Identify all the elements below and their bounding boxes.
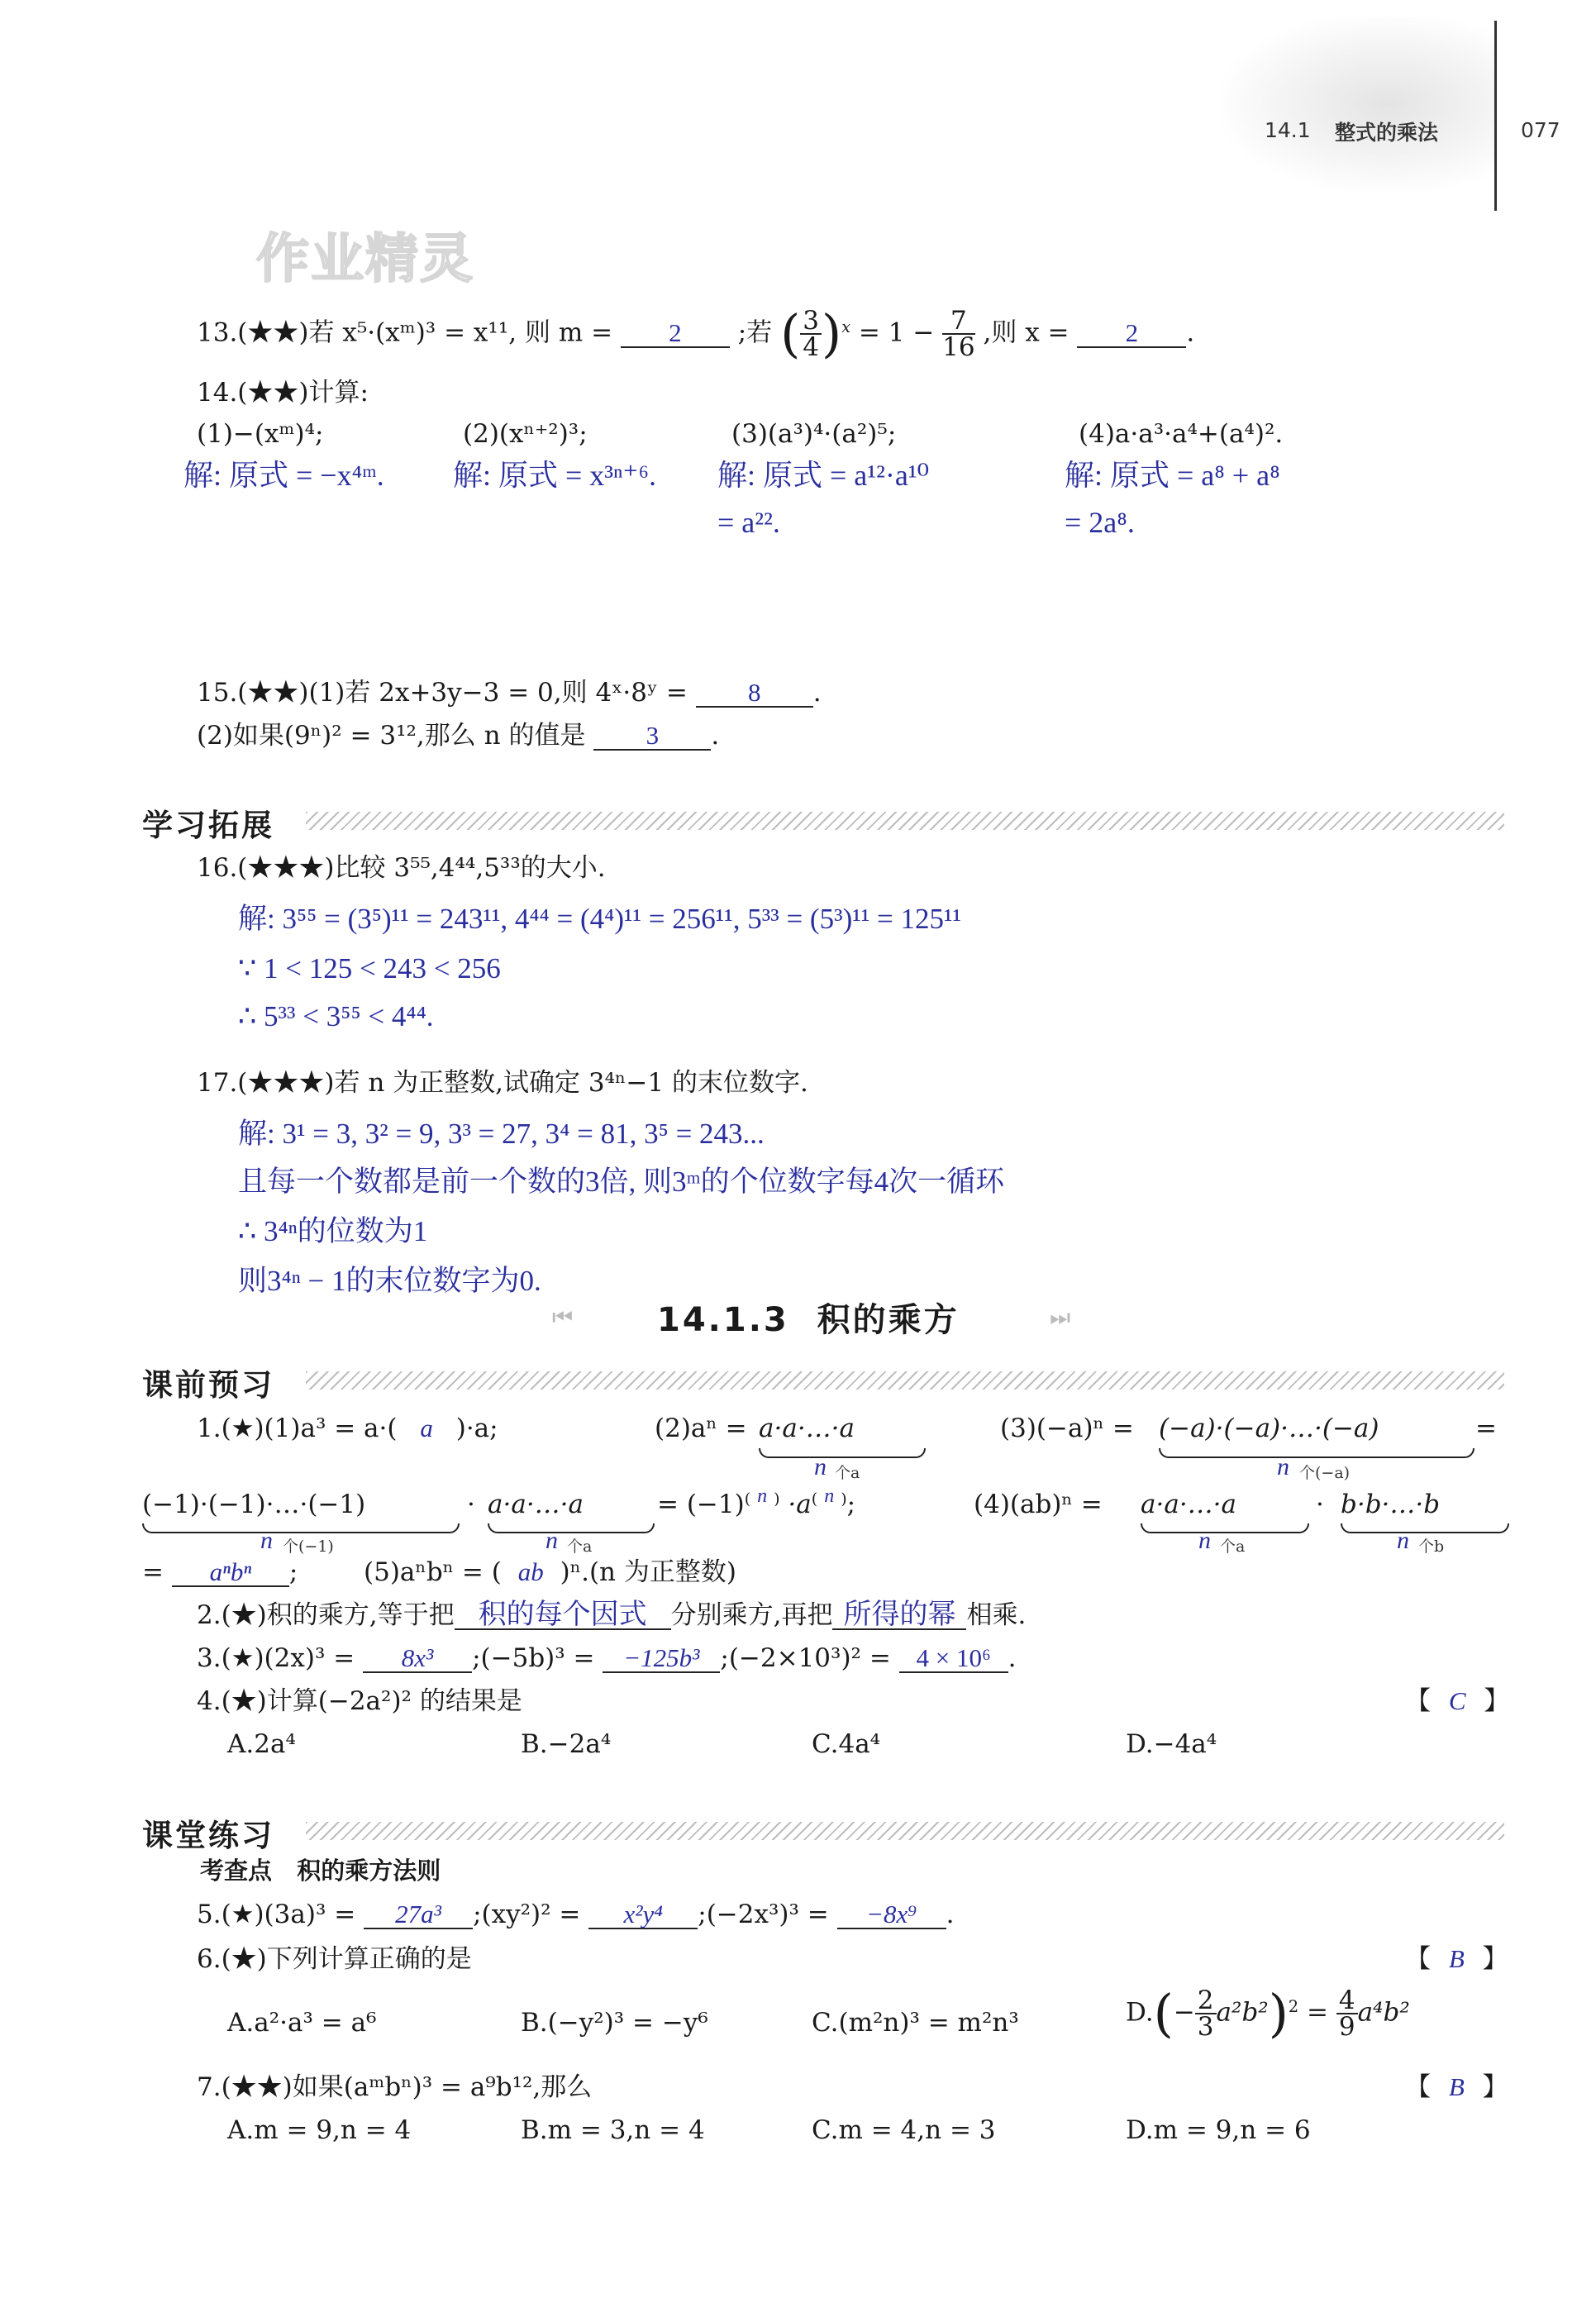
p1-p2-n: n (814, 1453, 827, 1480)
q16-answer-1: 解: 3⁵⁵ = (3⁵)¹¹ = 243¹¹, 4⁴⁴ = (4⁴)¹¹ = 256¹¹, 5³³ = (5³)¹¹ = 125¹¹ (238, 903, 961, 935)
p1-l2-mid2: ·a (788, 1490, 812, 1519)
preview-question-2 (197, 1599, 1026, 1632)
p1-p3-n: n (1277, 1453, 1289, 1480)
p1-p4-expr1: a·a·…·a (1141, 1490, 1237, 1519)
chapter-title: 14.1.3 积的乘方 (657, 1301, 960, 1339)
q14-answer-2: 解: 原式 = x³ⁿ⁺⁶. (453, 459, 656, 492)
p2-answer-2: 所得的幂 (832, 1602, 966, 1630)
q14-item-4: (4)a·a³·a⁴+(a⁴)². (1079, 419, 1284, 449)
p1-p4-brace2 (1341, 1523, 1509, 1533)
header-section-number: 14.1 (1265, 118, 1311, 142)
p3-mid1: ;(−5b)³ = (472, 1643, 595, 1673)
p1-p3-label: (3)(−a)ⁿ = (1000, 1414, 1134, 1443)
section-hatch-preview (306, 1371, 1504, 1390)
section-hatch-expand (306, 812, 1504, 830)
q14-answer-4: 解: 原式 = a⁸ + a⁸ (1065, 459, 1280, 492)
p1-p4-n2: n (1397, 1527, 1409, 1554)
q14-answer-3: 解: 原式 = a¹²·a¹⁰ (717, 459, 930, 492)
p1-l2-rest: = (−1)( $^n$ ) ·a( $^n$ ); (657, 1485, 856, 1519)
c7-option-c: C.m = 4,n = 3 (812, 2115, 996, 2145)
p1-l2-mid: = (−1) (657, 1490, 745, 1519)
p4-option-b: B.−2a⁴ (521, 1729, 612, 1759)
q13-lead: 13.(★★)若 (197, 317, 335, 348)
q13-part3: ,则 x = (983, 317, 1070, 348)
p1-l2-end: ; (846, 1490, 856, 1519)
c6-optD-eq: = (1307, 1997, 1328, 2028)
p1-line1-part1 (197, 1412, 498, 1445)
p1-l2-sub2: 个a (567, 1538, 593, 1556)
p1-p4-n1: n (1198, 1527, 1211, 1554)
p3-end: . (1008, 1643, 1017, 1673)
p3-answer-2: −125b³ (603, 1645, 720, 1673)
c5-answer-2: x²y⁴ (588, 1901, 698, 1929)
q14-answer-1: 解: 原式 = −x⁴ᵐ. (183, 459, 384, 492)
q13-part2: ;若 (737, 317, 773, 348)
q13-part1: x⁵·(xᵐ)³ = x¹¹, 则 m = (342, 317, 613, 348)
c5-end: . (946, 1900, 955, 1929)
c6-optD-frac2: $\frac{4}{9}$ (1336, 1988, 1358, 2039)
p1-l2-sub: 个(−1) (283, 1538, 334, 1556)
p1-line3 (142, 1556, 736, 1589)
section-hatch-class (306, 1822, 1504, 1840)
q14-answer-4b: = 2a⁸. (1065, 506, 1135, 539)
q16-answer-3: ∴ 5³³ < 3⁵⁵ < 4⁴⁴. (238, 1000, 434, 1032)
p1-p3-brace (1159, 1448, 1475, 1458)
exam-point: 考查点 积的乘方法则 (200, 1857, 441, 1885)
p1-p4-label: (4)(ab)ⁿ = (974, 1490, 1103, 1519)
p4-option-d: D.−4a⁴ (1126, 1729, 1217, 1759)
p1-l2-exp: n (757, 1485, 768, 1507)
page-number: 077 (1521, 118, 1560, 142)
q17-answer-1: 解: 3¹ = 3, 3² = 9, 3³ = 27, 3⁴ = 81, 3⁵ = 243... (238, 1118, 765, 1150)
p2-end: 相乘. (966, 1600, 1027, 1630)
preview-question-4: 4.(★)计算(−2a²)² 的结果是 (197, 1686, 522, 1716)
q15-answer-1: 8 (696, 679, 813, 708)
q14-item-1: (1)−(xᵐ)⁴; (197, 419, 324, 449)
p1-l2-brace (142, 1523, 460, 1533)
p4-answer: C (1448, 1686, 1466, 1715)
c7-option-d: D.m = 9,n = 6 (1126, 2115, 1311, 2145)
c7-option-b: B.m = 3,n = 4 (521, 2115, 705, 2145)
q15-line2: (2)如果(9ⁿ)² = 3¹²,那么 n 的值是 (197, 721, 586, 751)
question-16: 16.(★★★)比较 3⁵⁵,4⁴⁴,5³³的大小. (197, 853, 606, 883)
c6-optD-pre: D. (1126, 1997, 1154, 2028)
c6-option-c: C.(m²n)³ = m²n³ (812, 2008, 1019, 2038)
q13-fraction-2: $\frac{7}{16}$ (942, 306, 975, 362)
p1-l2-expr: (−1)·(−1)·…·(−1) (142, 1490, 366, 1519)
p1-p4-brace1 (1141, 1523, 1309, 1533)
q17-answer-3: ∴ 3⁴ⁿ的位数为1 (238, 1215, 428, 1247)
q14-item-3: (3)(a³)⁴·(a²)⁵; (731, 419, 897, 449)
p1-p4-sub2: 个b (1418, 1538, 1445, 1556)
c5-mid1: ;(xy²)² = (473, 1900, 581, 1929)
p2-lead: 2.(★)积的乘方,等于把 (197, 1600, 455, 1630)
c7-answer-bracket: 【 B 】 (1405, 2072, 1508, 2102)
q13-paren-right: ) (822, 303, 842, 364)
p1-p3-sub: 个(−a) (1299, 1464, 1351, 1482)
p1-lead: 1.(★)(1)a³ = a·( (197, 1414, 398, 1443)
q13-answer-1: 2 (621, 320, 730, 348)
c6-option-d: D.(− $\frac{2}{3}$ a²b²)$^2$ = $\frac{4}{9}$ a⁴b² (1126, 1983, 1410, 2043)
class-question-7: 7.(★★)如果(aᵐbⁿ)³ = a⁹b¹²,那么 (197, 2072, 593, 2102)
p1-l3-semi: ; (288, 1557, 298, 1587)
q13-end: . (1186, 317, 1195, 348)
q14-item-2: (2)(xⁿ⁺²)³; (463, 419, 588, 449)
p1-l2-brace2 (488, 1523, 655, 1533)
watermark: 作业精灵 (256, 229, 474, 290)
c7-option-a: A.m = 9,n = 4 (227, 2115, 412, 2145)
header-title: 整式的乘法 (1335, 121, 1439, 145)
p1-p4-expr2: b·b·…·b (1341, 1490, 1441, 1519)
q14-answer-3b: = a²². (717, 506, 780, 539)
q13-eq: = 1 − (858, 317, 935, 348)
preview-question-3 (197, 1642, 1017, 1675)
p1-p2-brace (759, 1448, 926, 1458)
p3-mid2: ;(−2×10³)² = (720, 1643, 891, 1673)
q16-answer-2: ∵ 1 < 125 < 243 < 256 (238, 952, 501, 984)
p1-l2-n: n (260, 1527, 273, 1554)
p4-option-c: C.4a⁴ (812, 1729, 881, 1759)
p4-answer-bracket: 【 C 】 (1405, 1686, 1510, 1716)
p1-p3-expr: (−a)·(−a)·…·(−a) (1159, 1414, 1379, 1443)
p1-l3-answer: aⁿbⁿ (172, 1559, 289, 1587)
chapter-title-right-arrow-icon: ⏭ (1050, 1304, 1071, 1331)
c6-option-b: B.(−y²)³ = −y⁶ (521, 2008, 708, 2038)
c6-optD-mid: a²b² (1216, 1997, 1269, 2028)
q15-line1: 15.(★★)(1)若 2x+3y−3 = 0,则 4ˣ·8ʸ = (197, 678, 688, 708)
section-title-expand: 学习拓展 (142, 808, 274, 843)
p1-l2-exp2: n (824, 1485, 835, 1507)
header-divider (1494, 21, 1497, 211)
p1-p5-answer: ab (517, 1557, 544, 1586)
c7-answer: B (1448, 2072, 1465, 2101)
p3-answer-1: 8x³ (363, 1645, 472, 1673)
q13-paren-left: ( (780, 303, 801, 364)
class-question-5 (197, 1898, 954, 1931)
q13-fraction: $\frac{3}{4}$ (800, 308, 822, 360)
p1-p2-sub: 个a (835, 1464, 860, 1482)
section-title-class: 课堂练习 (142, 1818, 274, 1853)
p4-option-a: A.2a⁴ (227, 1729, 296, 1759)
c6-answer-bracket: 【 B 】 (1405, 1944, 1508, 1974)
p1-answer-1: a (420, 1414, 433, 1442)
p1-p5-end: )ⁿ.(n 为正整数) (560, 1557, 736, 1587)
q13-answer-2: 2 (1077, 320, 1186, 348)
section-title-preview: 课前预习 (142, 1367, 274, 1403)
p1-l2-n2: n (545, 1527, 558, 1554)
chapter-title-left-arrow-icon: ⏮ (552, 1304, 574, 1331)
q13-exponent: x (841, 317, 851, 336)
c6-optD-frac1: $\frac{2}{3}$ (1195, 1988, 1217, 2039)
p1-l2-dot: · (467, 1490, 475, 1519)
p1-l3-eq: = (142, 1557, 164, 1587)
question-15-part-2: (2)如果(9ⁿ)² = 3¹²,那么 n 的值是 3 . (197, 721, 720, 751)
p1-p2-label: (2)aⁿ = (655, 1414, 747, 1443)
p1-p3-eq: = (1475, 1414, 1497, 1443)
header-texture (1223, 17, 1496, 190)
p2-mid: 分别乘方,再把 (670, 1600, 833, 1630)
p2-answer-1: 积的每个因式 (455, 1602, 671, 1630)
p3-answer-3: 4 × 10⁶ (899, 1645, 1008, 1673)
question-13 (197, 303, 1195, 364)
c5-mid2: ;(−2x³)³ = (698, 1900, 829, 1929)
q17-answer-4: 则3⁴ⁿ − 1的末位数字为0. (238, 1265, 541, 1297)
c6-answer: B (1448, 1944, 1465, 1973)
p1-p5: (5)aⁿbⁿ = ( (364, 1557, 502, 1587)
class-question-6: 6.(★)下列计算正确的是 (197, 1944, 472, 1974)
q17-answer-2: 且每一个数都是前一个数的3倍, 则3ᵐ的个位数字每4次一循环 (238, 1166, 1005, 1198)
question-17: 17.(★★★)若 n 为正整数,试确定 3⁴ⁿ−1 的末位数字. (197, 1068, 808, 1098)
q14-lead: 14.(★★)计算: (197, 378, 369, 408)
p1-p2-expr: a·a·…·a (759, 1414, 855, 1443)
c5-answer-1: 27a³ (364, 1901, 473, 1929)
p3-lead: 3.(★)(2x)³ = (197, 1643, 355, 1673)
p1-p4-dot: · (1316, 1490, 1324, 1519)
p1-p4-sub1: 个a (1220, 1538, 1246, 1556)
c6-optD-end: a⁴b² (1357, 1997, 1410, 2028)
question-15-part-1: 15.(★★)(1)若 2x+3y−3 = 0,则 4ˣ·8ʸ = 8 . (197, 678, 822, 708)
c5-answer-3: −8x⁹ (837, 1901, 946, 1929)
q15-answer-2: 3 (593, 722, 711, 751)
p1-tail1: )·a; (455, 1414, 498, 1443)
c6-option-a: A.a²·a³ = a⁶ (227, 2008, 377, 2038)
p1-l2-expr2: a·a·…·a (488, 1490, 584, 1519)
c5-lead: 5.(★)(3a)³ = (197, 1900, 356, 1929)
